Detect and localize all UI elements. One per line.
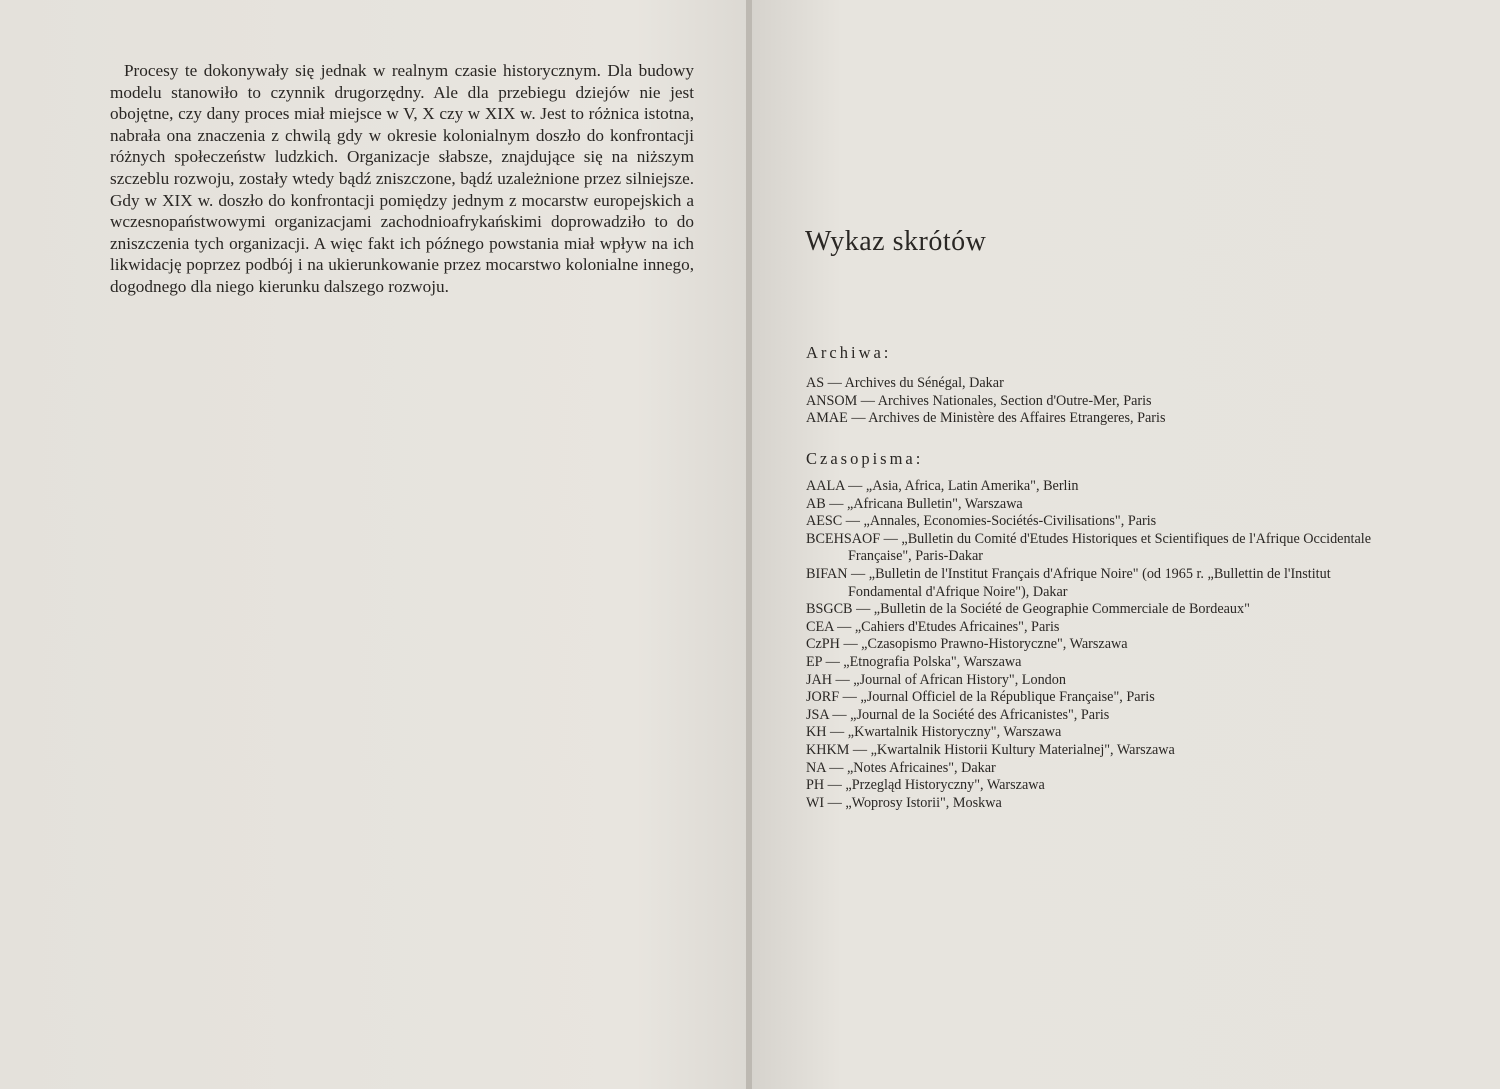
list-item: AS — Archives du Sénégal, Dakar	[806, 375, 1004, 391]
czasopisma-heading: Czasopisma:	[806, 449, 924, 468]
list-item: AMAE — Archives de Ministère des Affaires Etrangeres, Paris	[806, 410, 1166, 427]
list-item: JAH — „Journal of African History", London	[806, 671, 1066, 688]
list-item: CEA — „Cahiers d'Etudes Africaines", Paris	[806, 618, 1060, 635]
left-page-text	[110, 60, 694, 298]
list-item: AB — „Africana Bulletin", Warszawa	[806, 495, 1023, 512]
list-item: KH — „Kwartalnik Historyczny", Warszawa	[806, 724, 1062, 741]
list-item: NA — „Notes Africaines", Dakar	[806, 759, 996, 776]
list-item: PH — „Przegląd Historyczny", Warszawa	[806, 777, 1045, 794]
list-item: BCEHSAOF — „Bulletin du Comité d'Etudes Historiques et Scientifiques de l'Afrique Occidentale Française", Paris-Dakar	[806, 530, 1372, 565]
list-item: WI — „Woprosy Istorii", Moskwa	[806, 794, 1002, 811]
archiwa-heading: Archiwa:	[806, 343, 892, 362]
list-item: EP — „Etnografia Polska", Warszawa	[806, 653, 1022, 670]
list-item: ANSOM — Archives Nationales, Section d'Outre-Mer, Paris	[806, 392, 1152, 409]
list-item: CzPH — „Czasopismo Prawno-Historyczne", Warszawa	[806, 636, 1128, 653]
list-item: AALA — „Asia, Africa, Latin Amerika", Berlin	[806, 478, 1079, 494]
list-item: BIFAN — „Bulletin de l'Institut Français d'Afrique Noire" (od 1965 r. „Bullettin de l'Institut Fondamental d'Afrique Noire"), Dakar	[806, 565, 1331, 600]
czasopisma-list	[806, 478, 1406, 812]
list-item: JSA — „Journal de la Société des Africanistes", Paris	[806, 706, 1110, 723]
list-item: KHKM — „Kwartalnik Historii Kultury Materialnej", Warszawa	[806, 741, 1175, 758]
list-item: BSGCB — „Bulletin de la Société de Geographie Commerciale de Bordeaux"	[806, 601, 1250, 618]
body-paragraph: Procesy te dokonywały się jednak w realnym czasie historycznym. Dla budowy modelu stanowiło to czynnik drugorzędny. Ale dla przebiegu dziejów nie jest obojętne, czy dany proces miał miejsce w V, X czy w XIX w. Jest to różnica istotna, nabrała ona znaczenia z chwilą gdy w okresie kolonialnym doszło do konfrontacji różnych społeczeństw ludzkich. Organizacje słabsze, znajdujące się na niższym szczeblu rozwoju, zostały wtedy bądź zniszczone, bądź uzależnione przez silniejsze. Gdy w XIX w. doszło do konfrontacji pomiędzy jednym z mocarstw europejskich a wczesnopaństwowymi organizacjami zachodnioafrykańskimi doprowadziło to do zniszczenia tych organizacji. A więc fakt ich późnego powstania miał wpływ na ich likwidację poprzez podbój i na ukierunkowanie przez mocarstwo kolonialne innego, dogodnego dla niego kierunku dalszego rozwoju.	[110, 61, 694, 296]
list-item: AESC — „Annales, Economies-Sociétés-Civilisations", Paris	[806, 513, 1157, 530]
left-page	[0, 0, 748, 1089]
page-title: Wykaz skrótów	[805, 226, 987, 257]
archiwa-list	[806, 375, 1406, 428]
list-item: JORF — „Journal Officiel de la République Française", Paris	[806, 689, 1155, 706]
